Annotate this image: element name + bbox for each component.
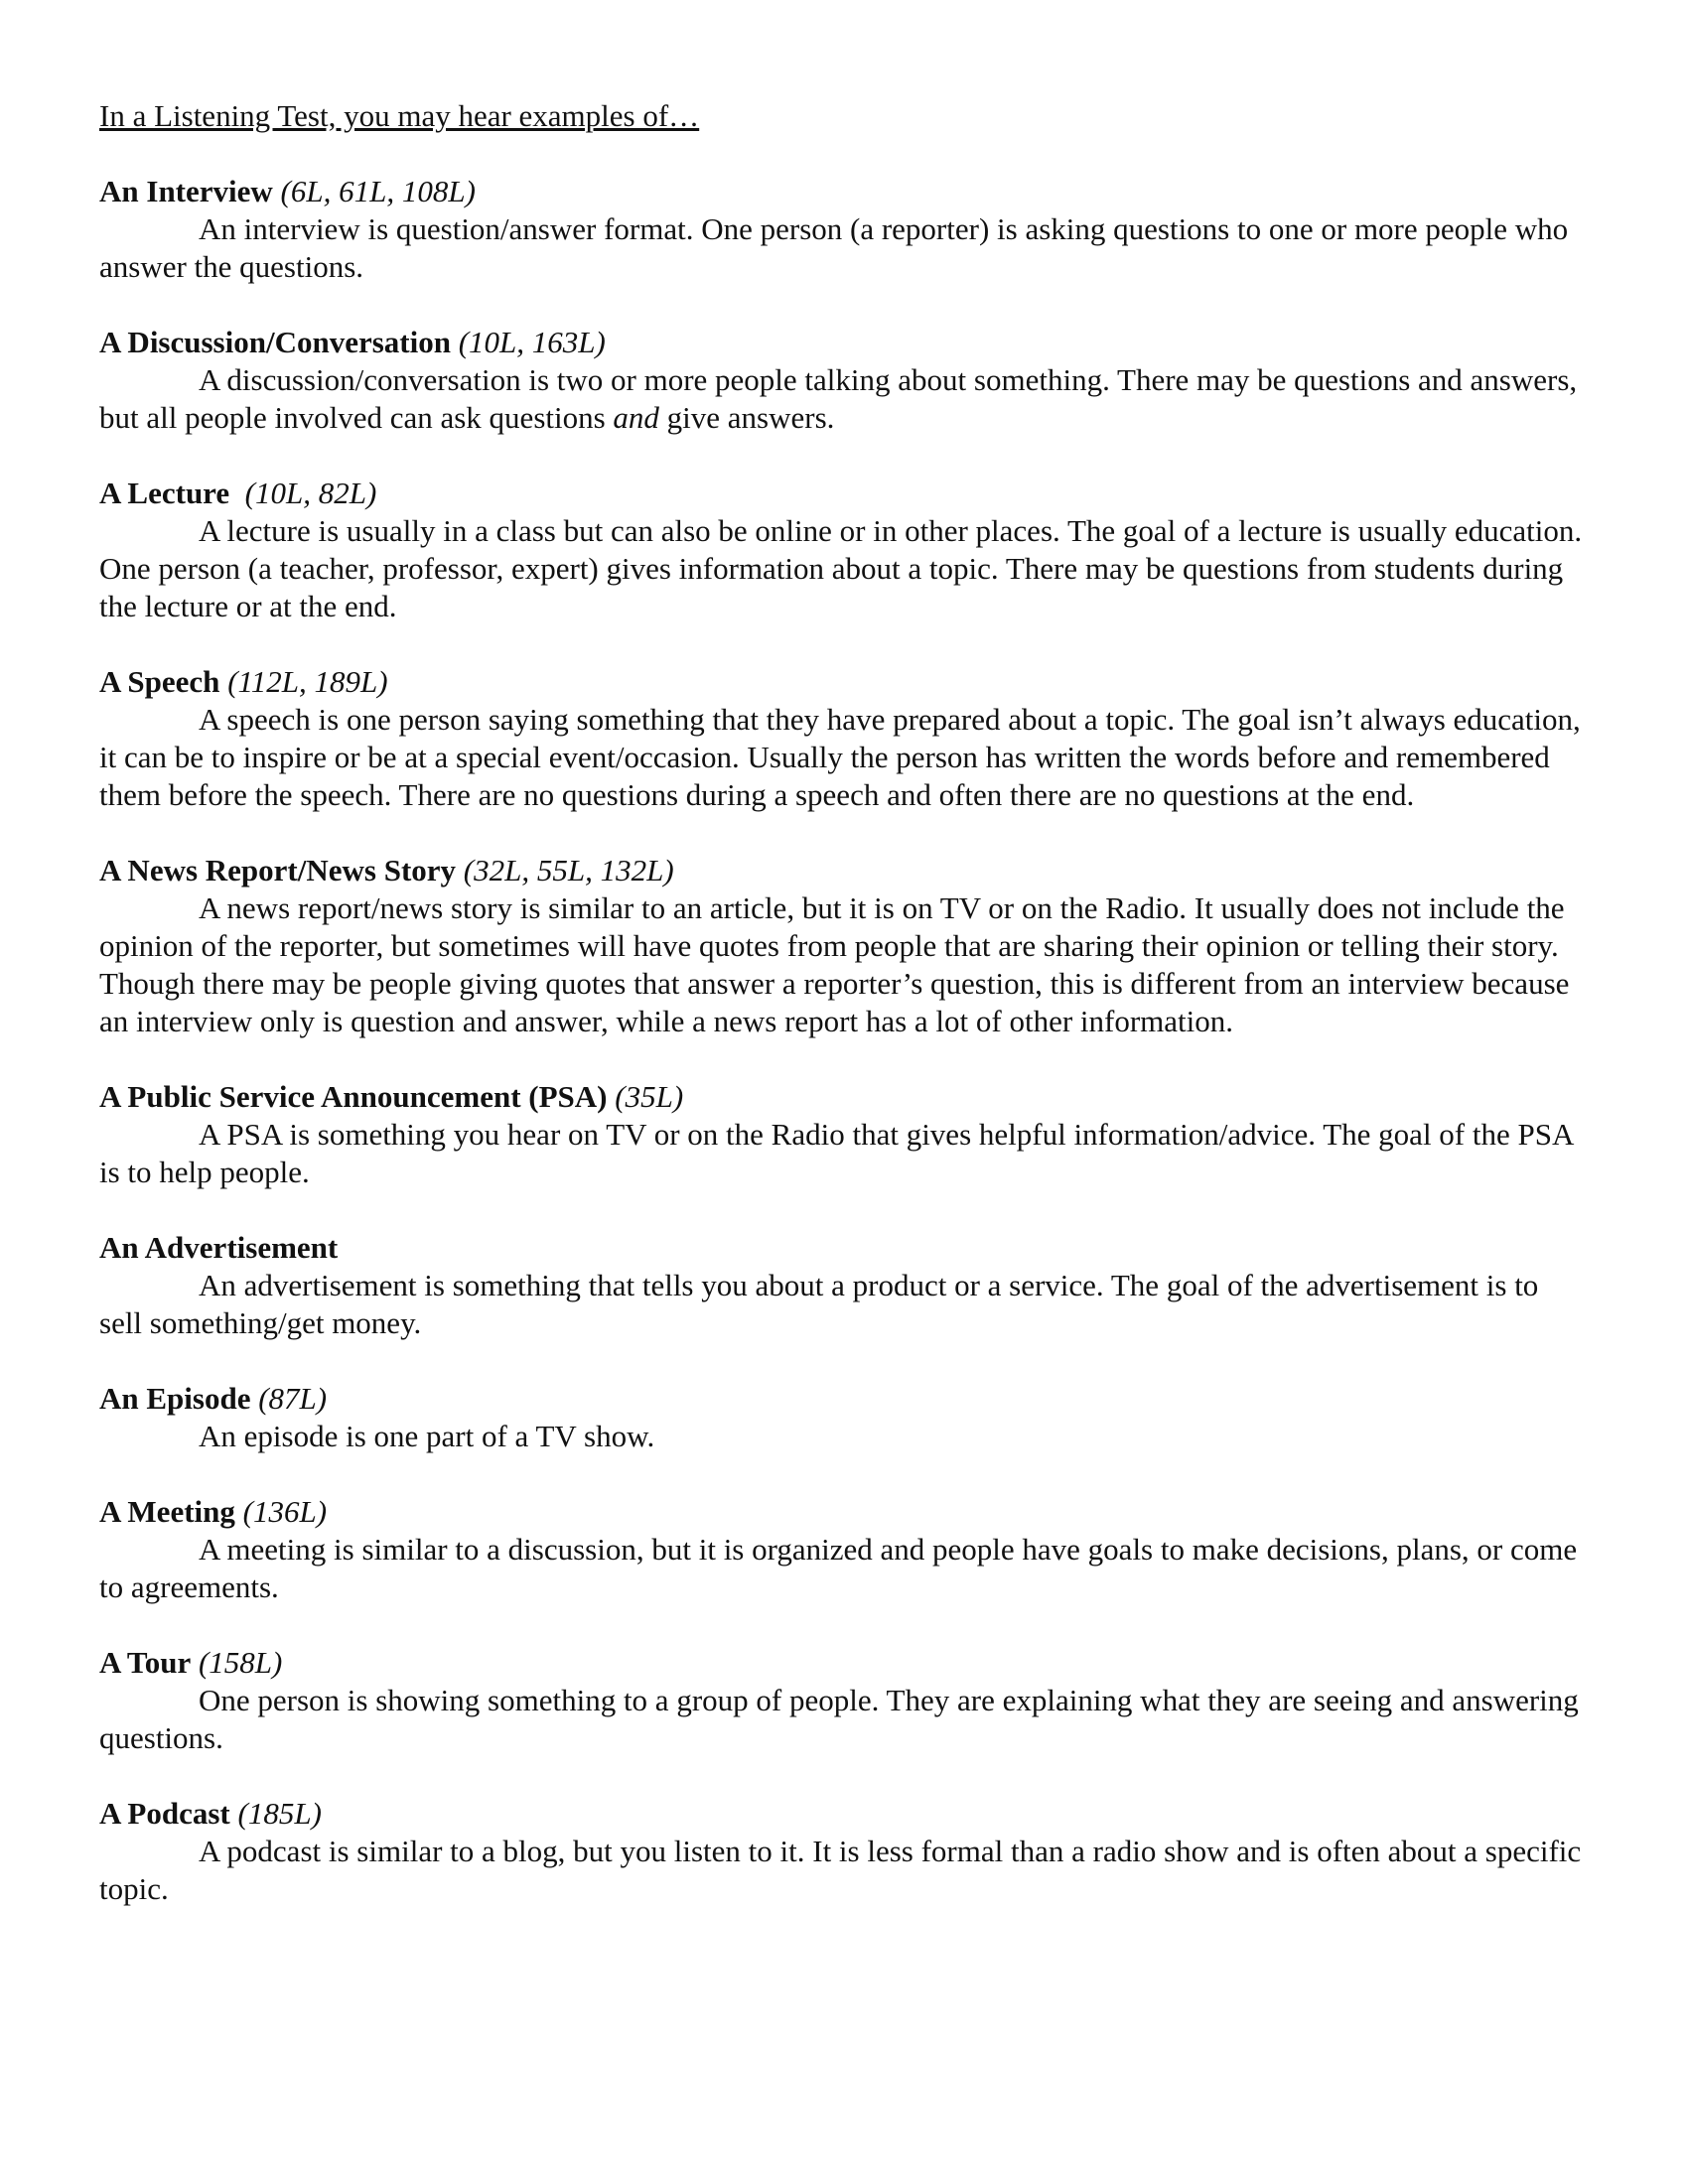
entry-term: A Public Service Announcement (PSA) xyxy=(99,1079,608,1114)
definition-text: A PSA is something you hear on TV or on the Radio that gives helpful information/advice. The goal of the PSA is to help people. xyxy=(99,1117,1573,1189)
entry-podcast xyxy=(99,1795,1589,1908)
entry-interview xyxy=(99,173,1589,286)
entry-heading xyxy=(99,1380,1589,1418)
entry-term: An Episode xyxy=(99,1381,251,1416)
entry-definition xyxy=(99,1267,1589,1342)
entry-heading xyxy=(99,1795,1589,1833)
entry-definition xyxy=(99,1116,1589,1191)
document-page xyxy=(99,97,1589,1946)
entry-refs: (112L, 189L) xyxy=(227,664,388,699)
entry-term: A Podcast xyxy=(99,1796,230,1831)
entry-psa xyxy=(99,1078,1589,1191)
entry-discussion xyxy=(99,324,1589,437)
definition-text: give answers. xyxy=(658,400,835,435)
entry-heading xyxy=(99,1229,1589,1267)
entry-definition xyxy=(99,210,1589,286)
entry-definition xyxy=(99,1833,1589,1908)
entry-speech xyxy=(99,663,1589,814)
entry-tour xyxy=(99,1644,1589,1757)
entry-refs: (10L, 163L) xyxy=(458,325,606,359)
entry-heading xyxy=(99,324,1589,361)
definition-text: A speech is one person saying something that they have prepared about a topic. The goal isn’t always education, it can be to inspire or be at a special event/occasion. Usually the person has written the words before and remembered them before the speech. There are no questions during a speech and often there are no questions at the end. xyxy=(99,702,1581,812)
entry-definition xyxy=(99,701,1589,814)
entry-definition xyxy=(99,361,1589,437)
definition-text: An episode is one part of a TV show. xyxy=(199,1419,655,1453)
entry-term: A News Report/News Story xyxy=(99,853,457,887)
entry-term: A Tour xyxy=(99,1645,192,1680)
entry-refs: (6L, 61L, 108L) xyxy=(280,174,476,208)
entry-refs: (10L, 82L) xyxy=(244,476,377,510)
definition-text: A podcast is similar to a blog, but you listen to it. It is less formal than a radio show and is often about a specific topic. xyxy=(99,1834,1582,1906)
definition-text: An interview is question/answer format. One person (a reporter) is asking questions to one or more people who answer the questions. xyxy=(99,211,1569,284)
entry-episode xyxy=(99,1380,1589,1455)
entry-definition xyxy=(99,889,1589,1040)
entry-refs: (158L) xyxy=(198,1645,283,1680)
entry-definition xyxy=(99,1682,1589,1757)
entry-heading xyxy=(99,1078,1589,1116)
definition-text: A lecture is usually in a class but can also be online or in other places. The goal of a lecture is usually education. One person (a teacher, professor, expert) gives information about a topic. There may be questions from students during the lecture or at the end. xyxy=(99,513,1583,623)
definition-text: A discussion/conversation is two or more people talking about something. There may be questions and answers, but all people involved can ask questions xyxy=(99,362,1578,435)
entry-refs: (87L) xyxy=(258,1381,328,1416)
definition-text: A news report/news story is similar to an article, but it is on TV or on the Radio. It usually does not include the opinion of the reporter, but sometimes will have quotes from people that are sharing their opinion or telling their story. Though there may be people giving quotes that answer a reporter’s question, this is different from an interview because an interview only is question and answer, while a news report has a lot of other information. xyxy=(99,890,1570,1038)
entry-refs: (35L) xyxy=(615,1079,684,1114)
entry-definition xyxy=(99,1418,1589,1455)
entry-heading xyxy=(99,475,1589,512)
definition-text: A meeting is similar to a discussion, but it is organized and people have goals to make decisions, plans, or come to agreements. xyxy=(99,1532,1578,1604)
entry-meeting xyxy=(99,1493,1589,1606)
entry-heading xyxy=(99,173,1589,210)
entry-refs: (185L) xyxy=(237,1796,322,1831)
entry-heading xyxy=(99,1493,1589,1531)
intro-heading: In a Listening Test, you may hear examples of… xyxy=(99,98,700,133)
entry-lecture xyxy=(99,475,1589,625)
entry-definition xyxy=(99,1531,1589,1606)
entry-news-report xyxy=(99,852,1589,1040)
entry-definition xyxy=(99,512,1589,625)
entry-term: An Interview xyxy=(99,174,273,208)
entry-heading xyxy=(99,1644,1589,1682)
entry-term: An Advertisement xyxy=(99,1230,339,1265)
entry-refs: (32L, 55L, 132L) xyxy=(463,853,674,887)
definition-text: An advertisement is something that tells you about a product or a service. The goal of the advertisement is to sell something/get money. xyxy=(99,1268,1539,1340)
entry-heading xyxy=(99,663,1589,701)
entry-term: A Meeting xyxy=(99,1494,235,1529)
entry-term: A Speech xyxy=(99,664,220,699)
definition-text: One person is showing something to a group of people. They are explaining what they are seeing and answering questions. xyxy=(99,1683,1579,1755)
entry-term: A Discussion/Conversation xyxy=(99,325,451,359)
entry-heading xyxy=(99,852,1589,889)
entry-term: A Lecture xyxy=(99,476,230,510)
entry-refs: (136L) xyxy=(242,1494,328,1529)
entry-advertisement xyxy=(99,1229,1589,1342)
definition-emphasis: and xyxy=(613,400,659,435)
